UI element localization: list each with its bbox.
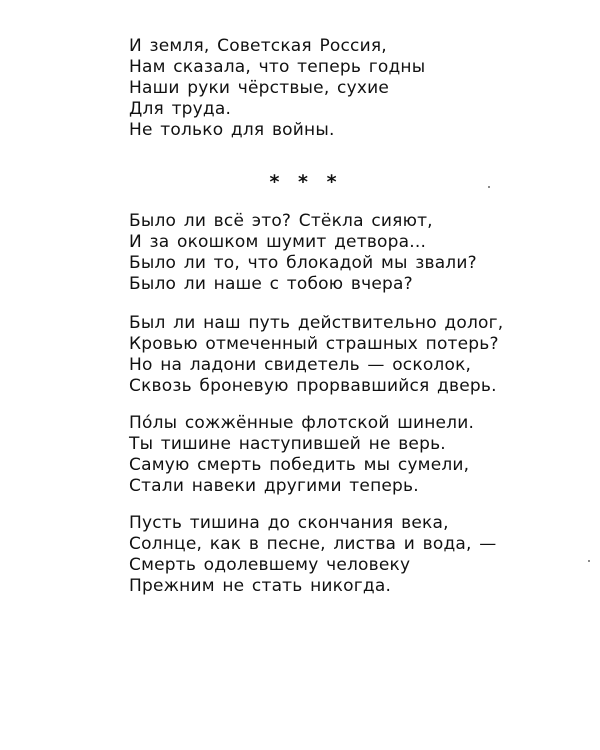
paper-speck	[588, 560, 590, 562]
poem-line: Было ли наше с тобою вчера?	[129, 274, 413, 294]
poem-line: Для труда.	[129, 99, 232, 119]
poem-line: Нам сказала, что теперь годны	[129, 57, 426, 77]
poem-line: Прежним не стать никогда.	[129, 576, 392, 596]
section-separator: * * *	[269, 171, 343, 193]
poem-line: Сквозь броневую прорвавшийся дверь.	[129, 376, 497, 396]
poem-line: Стали навеки другими теперь.	[129, 476, 419, 496]
poem-line: По́лы сожжённые флотской шинели.	[129, 413, 475, 433]
poem-line: И земля, Советская Россия,	[129, 36, 387, 56]
stanza-5	[129, 513, 549, 597]
poem-line: Но на ладони свидетель — осколок,	[129, 355, 472, 375]
stanza-3	[129, 313, 549, 397]
poem-line: Был ли наш путь действительно долог,	[129, 313, 504, 333]
poem-line: Пусть тишина до скончания века,	[129, 513, 449, 533]
stanza-1	[129, 36, 549, 141]
poem-line: Было ли то, что блокадой мы звали?	[129, 253, 477, 273]
poem-line: Ты тишине наступившей не верь.	[129, 434, 446, 454]
poem-line: Смерть одолевшему человеку	[129, 555, 411, 575]
stanza-4	[129, 413, 549, 497]
poem-line: Не только для войны.	[129, 120, 335, 140]
poem-line: Было ли всё это? Стёкла сияют,	[129, 211, 433, 231]
poem-line: И за окошком шумит детвора...	[129, 232, 427, 252]
paper-speck	[488, 186, 490, 188]
poem-line: Солнце, как в песне, листва и вода, —	[129, 534, 497, 554]
poem-line: Самую смерть победить мы сумели,	[129, 455, 470, 475]
poem-line: Кровью отмеченный страшных потерь?	[129, 334, 499, 354]
poem-line: Наши руки чёрствые, сухие	[129, 78, 390, 98]
stanza-2	[129, 211, 549, 295]
